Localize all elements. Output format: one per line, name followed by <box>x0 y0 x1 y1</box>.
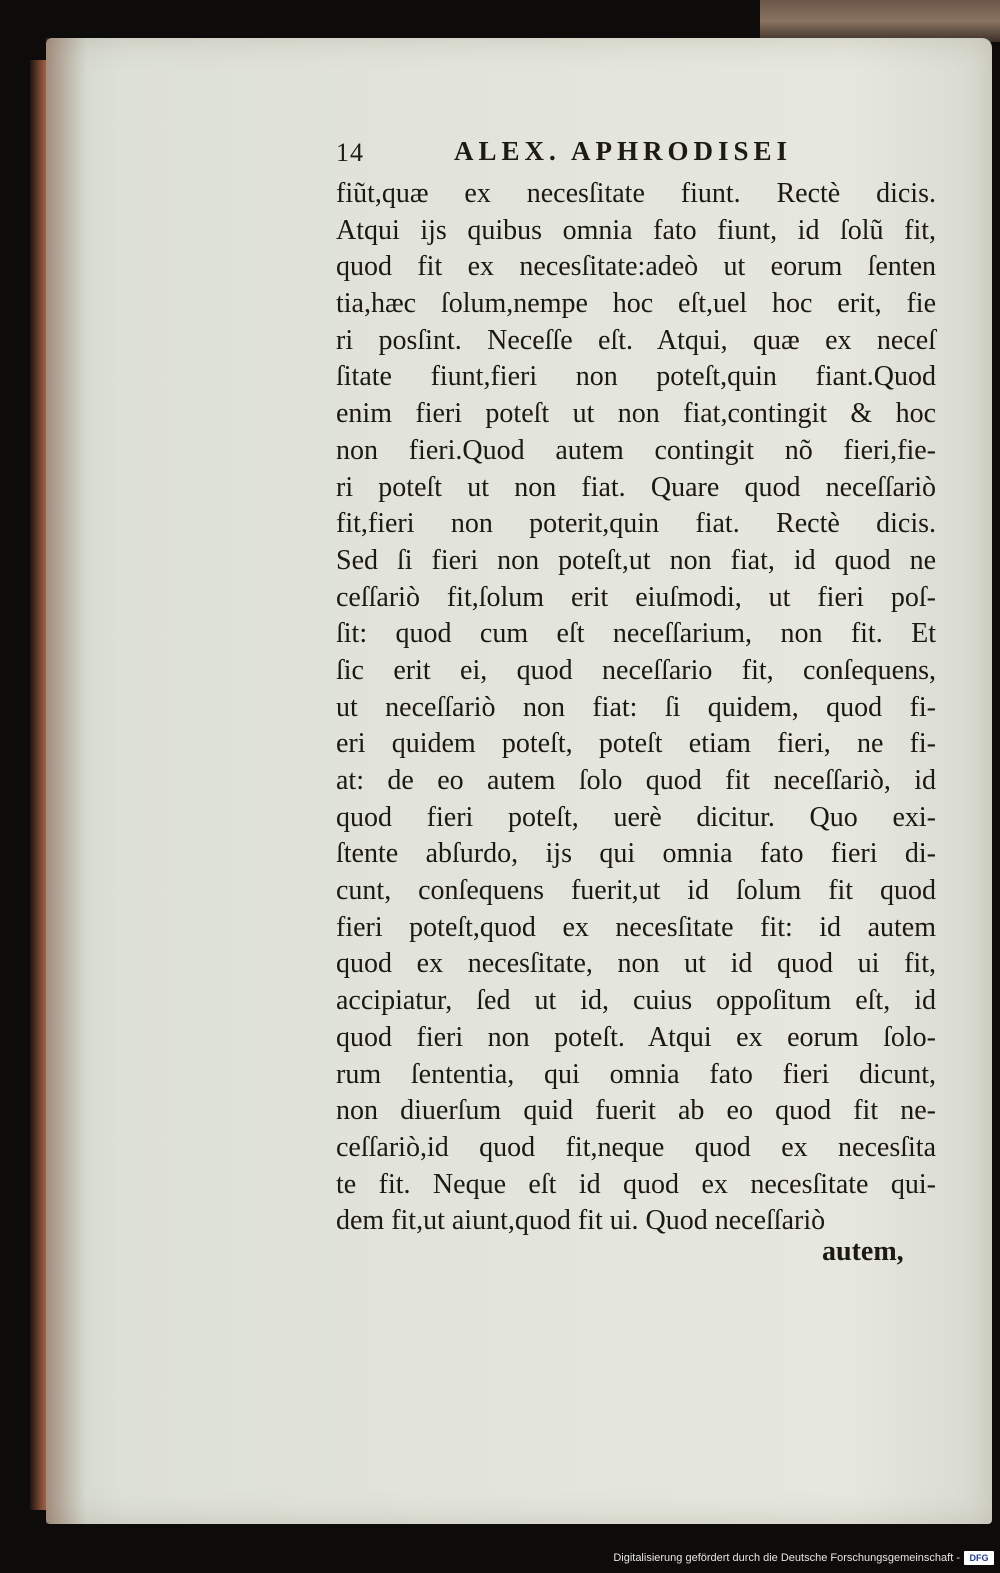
text-line: accipiatur, ſed ut id, cuius oppoſitum eſt, id <box>336 985 936 1017</box>
text-line: ceſſariò fit,ſolum erit eiuſmodi, ut fieri poſ- <box>336 581 936 613</box>
text-line: Sed ſi fieri non poteſt,ut non fiat, id quod ne <box>336 544 936 576</box>
text-line: ri posſint. Neceſſe eſt. Atqui, quæ ex neceſ <box>336 324 936 356</box>
text-line: quod fieri non poteſt. Atqui ex eorum ſolo- <box>336 1021 936 1053</box>
text-line: ut neceſſariò non fiat: ſi quidem, quod fi- <box>336 691 936 723</box>
text-line: fiũt,quæ ex necesſitate fiunt. Rectè dicis. <box>336 178 936 209</box>
text-line: cunt, conſequens fuerit,ut id ſolum fit quod <box>336 875 936 907</box>
page-number: 14 <box>336 138 364 167</box>
text-line: ſic erit ei, quod neceſſario fit, conſequens, <box>336 654 936 686</box>
text-line: ri poteſt ut non fiat. Quare quod neceſſariò <box>336 471 936 503</box>
text-line: enim fieri poteſt ut non fiat,contingit & hoc <box>336 398 936 430</box>
text-line: at: de eo autem ſolo quod fit neceſſariò, id <box>336 765 936 796</box>
gutter-shadow <box>46 38 86 1524</box>
text-line: rum ſententia, qui omnia fato fieri dicunt, <box>336 1058 936 1090</box>
text-line: ſtente abſurdo, ijs qui omnia fato fieri di- <box>336 838 936 870</box>
catchword: autem, <box>822 1236 904 1267</box>
body-text <box>336 176 936 1240</box>
text-line: quod fieri poteſt, uerè dicitur. Quo exi- <box>336 801 936 833</box>
text-line: fit,fieri non poterit,quin fiat. Rectè dicis. <box>336 508 936 540</box>
dfg-logo-icon: DFG <box>964 1551 994 1565</box>
text-line: fieri poteſt,quod ex necesſitate fit: id autem <box>336 911 936 943</box>
text-line: dem fit,ut aiunt,quod fit ui. Quod neceſſariò <box>336 1205 826 1237</box>
text-line: te fit. Neque eſt id quod ex necesſitate qui- <box>336 1168 936 1200</box>
footer-bar <box>0 1539 1000 1573</box>
text-line: non diuerſum quid fuerit ab eo quod fit ne- <box>336 1095 936 1127</box>
text-line: eri quidem poteſt, poteſt etiam fieri, ne fi- <box>336 728 936 760</box>
text-line: tia,hæc ſolum,nempe hoc eſt,uel hoc erit, fie <box>336 288 936 320</box>
text-line: Atqui ijs quibus omnia fato fiunt, id ſolũ fit, <box>336 214 936 246</box>
running-head <box>336 138 936 178</box>
text-line: quod ex necesſitate, non ut id quod ui fit, <box>336 948 936 980</box>
book-cover-edge <box>760 0 1000 42</box>
text-line: ſitate fiunt,fieri non poteſt,quin fiant.Quod <box>336 361 936 393</box>
text-line: non fieri.Quod autem contingit nõ fieri,fie- <box>336 434 936 466</box>
funding-note: Digitalisierung gefördert durch die Deutsche Forschungsgemeinschaft - <box>613 1552 960 1564</box>
text-line: ceſſariò,id quod fit,neque quod ex necesſita <box>336 1131 936 1163</box>
running-title: ALEX. APHRODISEI <box>454 136 793 166</box>
text-line: ſit: quod cum eſt neceſſarium, non fit. Et <box>336 618 936 650</box>
text-line: quod fit ex necesſitate:adeò ut eorum ſenten <box>336 251 936 283</box>
